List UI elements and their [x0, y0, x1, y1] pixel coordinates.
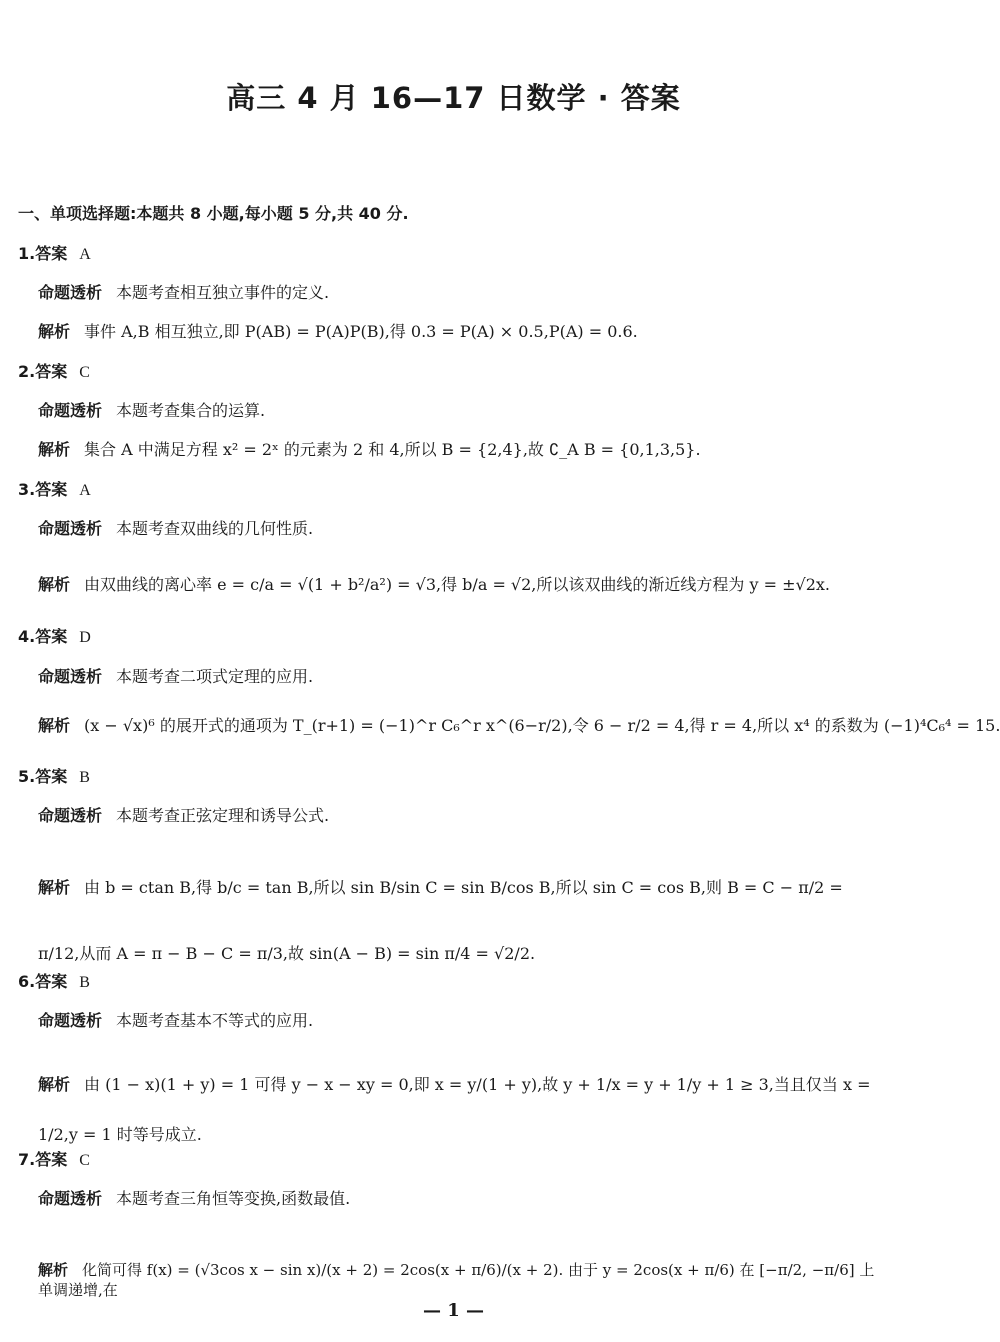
- question-6-analysis: [38, 1060, 888, 1160]
- answer-value: C: [79, 364, 90, 381]
- question-2-intent: [38, 401, 889, 421]
- question-4-analysis: [38, 716, 1000, 736]
- question-7-answer: [18, 1150, 889, 1171]
- question-1-analysis: [38, 322, 889, 342]
- answer-value: A: [79, 482, 91, 499]
- answer-value: B: [79, 974, 90, 991]
- analysis-label: 解析: [38, 1261, 69, 1279]
- analysis-label: 解析: [38, 575, 71, 594]
- question-1-intent: [38, 283, 889, 303]
- question-1-answer: [18, 244, 889, 265]
- question-5-analysis: [38, 855, 888, 987]
- intent-label: 命题透析: [38, 401, 103, 420]
- analysis-text: 由 (1 − x)(1 + y) = 1 可得 y − x − xy = 0,即 x = y/(1 + y),故 y + 1/x = y + 1/y + 1 ≥ 3,当且仅当 x = 1/2,y = 1 时等号成立.: [38, 1075, 871, 1144]
- question-number: 3.: [18, 480, 36, 499]
- page-number: — 1 —: [422, 1300, 485, 1321]
- answer-label: 答案: [35, 480, 68, 499]
- question-2-answer: [18, 362, 889, 383]
- question-4-intent: [38, 667, 889, 687]
- intent-text: 本题考查集合的运算.: [116, 401, 266, 420]
- intent-label: 命题透析: [38, 806, 103, 825]
- intent-label: 命题透析: [38, 283, 103, 302]
- answer-label: 答案: [35, 362, 68, 381]
- question-number: 5.: [18, 767, 36, 786]
- intent-text: 本题考查基本不等式的应用.: [116, 1011, 314, 1030]
- answer-value: D: [79, 629, 91, 646]
- intent-text: 本题考查相互独立事件的定义.: [116, 283, 330, 302]
- analysis-text: (x − √x)⁶ 的展开式的通项为 T_(r+1) = (−1)^r C₆^r x^(6−r/2),令 6 − r/2 = 4,得 r = 4,所以 x⁴ 的系数为 (−1)⁴C₆⁴ = 15.: [84, 716, 1000, 735]
- answer-value: C: [79, 1152, 90, 1169]
- intent-text: 本题考查正弦定理和诱导公式.: [116, 806, 330, 825]
- answer-label: 答案: [35, 244, 68, 263]
- question-6-answer: [18, 972, 889, 993]
- answer-label: 答案: [35, 972, 68, 991]
- answer-value: B: [79, 769, 90, 786]
- question-3-analysis: [38, 575, 889, 595]
- question-7-analysis: [38, 1260, 888, 1300]
- question-number: 7.: [18, 1150, 36, 1169]
- intent-text: 本题考查三角恒等变换,函数最值.: [116, 1189, 351, 1208]
- question-7-intent: [38, 1189, 889, 1209]
- intent-label: 命题透析: [38, 667, 103, 686]
- answer-label: 答案: [35, 627, 68, 646]
- analysis-label: 解析: [38, 322, 71, 341]
- analysis-label: 解析: [38, 878, 71, 897]
- intent-label: 命题透析: [38, 519, 103, 538]
- question-5-intent: [38, 806, 889, 826]
- question-number: 2.: [18, 362, 36, 381]
- question-number: 4.: [18, 627, 36, 646]
- analysis-label: 解析: [38, 1075, 71, 1094]
- analysis-label: 解析: [38, 440, 71, 459]
- intent-label: 命题透析: [38, 1011, 103, 1030]
- question-number: 6.: [18, 972, 36, 991]
- question-2-analysis: [38, 440, 889, 460]
- answer-label: 答案: [35, 767, 68, 786]
- intent-label: 命题透析: [38, 1189, 103, 1208]
- question-3-intent: [38, 519, 889, 539]
- intent-text: 本题考查双曲线的几何性质.: [116, 519, 314, 538]
- question-3-answer: [18, 480, 889, 501]
- analysis-text: 事件 A,B 相互独立,即 P(AB) = P(A)P(B),得 0.3 = P(A) × 0.5,P(A) = 0.6.: [84, 322, 638, 341]
- question-5-answer: [18, 767, 889, 788]
- analysis-text: 由双曲线的离心率 e = c/a = √(1 + b²/a²) = √3,得 b/a = √2,所以该双曲线的渐近线方程为 y = ±√2x.: [84, 575, 830, 594]
- page-title: 高三 4 月 16—17 日数学 · 答案: [226, 81, 681, 115]
- section-heading: 一、单项选择题:本题共 8 小题,每小题 5 分,共 40 分.: [18, 204, 409, 223]
- analysis-label: 解析: [38, 716, 71, 735]
- intent-text: 本题考查二项式定理的应用.: [116, 667, 314, 686]
- answer-value: A: [79, 246, 91, 263]
- question-number: 1.: [18, 244, 36, 263]
- analysis-text: 由 b = ctan B,得 b/c = tan B,所以 sin B/sin C = sin B/cos B,所以 sin C = cos B,则 B = C − π/2 = π/12,从而 A = π − B − C = π/3,故 sin(A − B) = sin π/4 = √2/2.: [38, 878, 843, 963]
- question-6-intent: [38, 1011, 889, 1031]
- analysis-text: 集合 A 中满足方程 x² = 2ˣ 的元素为 2 和 4,所以 B = {2,4},故 ∁_A B = {0,1,3,5}.: [84, 440, 701, 459]
- question-4-answer: [18, 627, 889, 648]
- analysis-text: 化简可得 f(x) = (√3cos x − sin x)/(x + 2) = 2cos(x + π/6)/(x + 2). 由于 y = 2cos(x + π/6) 在 [−π/2, −π/6] 上单调递增,在: [38, 1261, 875, 1299]
- answer-label: 答案: [35, 1150, 68, 1169]
